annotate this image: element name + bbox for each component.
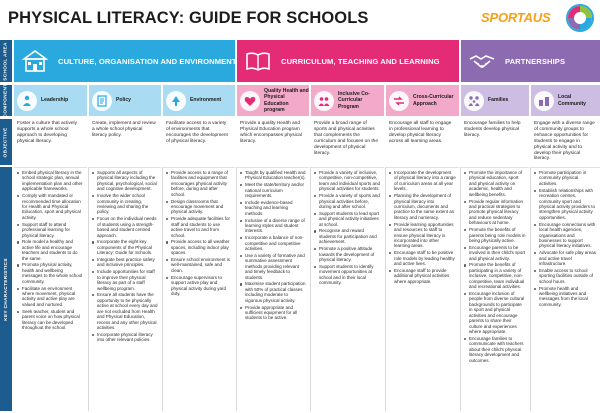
leadership-icon xyxy=(17,91,37,111)
characteristic-item: Include evidence-based teaching and learning methods. xyxy=(240,200,306,216)
focus-label: PARTNERSHIPS xyxy=(505,56,566,66)
characteristic-item: Provide access to a range of facilities and equipment that encourages physical activity before, during and after school. xyxy=(166,170,232,197)
characteristic-item: Encourage parents to be involved in their child's sport and physical activity. xyxy=(464,245,526,261)
characteristic-item: Supports all aspects of physical literacy including the physical, psychological, social and cognitive development. xyxy=(92,170,158,192)
characteristic-item: Incorporate a balance of non-competitive and competitive activities. xyxy=(240,235,306,251)
component-environment: Environment xyxy=(163,85,235,116)
characteristic-item: Provide a variety of inclusive, competitive, non-competitive, team and individual sports and physical activities for students. xyxy=(314,170,381,192)
characteristic-item: Enable access to school sporting facilities outside of school hours. xyxy=(534,268,597,284)
objective-families: Encourage families to help students develop physical literacy. xyxy=(461,119,529,165)
column-divider xyxy=(530,167,531,411)
row-label-key-characteristics: KEY CHARACTERISTICS xyxy=(0,167,12,411)
component-quality-hpe-program: Quality Health and Physical Education program xyxy=(237,85,309,116)
component-local-community: Local Community xyxy=(531,85,600,116)
row-label-objective: OBJECTIVE xyxy=(0,119,12,165)
characteristic-item: Provide adequate facilities for staff and students to use active travel to and from school. xyxy=(166,216,232,238)
sportaus-logo: SPORTAUS xyxy=(481,10,551,25)
characteristic-item: Support students to lead sport and physical activity initiatives at school. xyxy=(314,211,381,227)
characteristic-item: Use a variety of formative and summative assessment methods providing relevant and timely feedback to students. xyxy=(240,253,306,280)
characteristic-item: Comply with mandated or recommended time allocation for Health and Physical Education, sport and physical activity. xyxy=(17,193,84,220)
characteristic-item: Ensure all students have the opportunity to be physically active at school every day and are not excluded from Health and Physical Education, recess and any other physical activities. xyxy=(92,292,158,330)
characteristic-item: Incorporate the eight key components of the Physical Literacy: Guide for Schools. xyxy=(92,239,158,255)
page-title: PHYSICAL LITERACY: GUIDE FOR SCHOOLS xyxy=(8,9,369,27)
characteristic-item: Encourage staff to provide additional physical activities where appropriate. xyxy=(389,268,456,284)
characteristic-item: Provide a variety of sports and physical activities before, during and after school. xyxy=(314,193,381,209)
component-families: Families xyxy=(461,85,529,116)
row-label-component: COMPONENT xyxy=(0,85,12,116)
characteristic-item: Promote health and wellbeing initiatives and messages from the local community. xyxy=(534,286,597,308)
characteristic-item: Taught by qualified Health and Physical Education teacher(s). xyxy=(240,170,306,181)
characteristic-item: Recognise and reward students for participation and achievement. xyxy=(314,228,381,244)
characteristics-environment xyxy=(163,167,235,411)
book-icon xyxy=(243,46,273,76)
characteristic-item: Include opportunities for staff to improve their physical literacy as part of a staff wellbeing program. xyxy=(92,269,158,291)
health-icon xyxy=(240,91,260,111)
community-icon xyxy=(534,91,554,111)
column-divider xyxy=(162,167,163,411)
characteristic-item: Encourage families to communicate with teachers about their child's physical literacy development and outcomes. xyxy=(464,336,526,363)
characteristic-item: Provide appropriate and sufficient equipment for all students to be active. xyxy=(240,305,306,321)
characteristic-item: Integrate best practice safety and inclusive principles. xyxy=(92,257,158,268)
characteristic-item: Design classrooms that encourage movement and physical activity. xyxy=(166,199,232,215)
characteristics-local-community xyxy=(531,167,600,411)
characteristic-item: Promote physical activity, health and wellbeing messages to the whole school community. xyxy=(17,262,84,284)
environment-icon xyxy=(166,91,186,111)
characteristic-item: Establish relationships with recreation centres, community sport and physical activity providers to strengthen physical activity opportunities. xyxy=(534,188,597,221)
characteristic-item: Provide access to all weather spaces, including indoor play spaces. xyxy=(166,239,232,255)
characteristic-item: Provide regular information and practical strategies to promote physical literacy and reduce sedentary behaviours at home. xyxy=(464,199,526,226)
characteristic-item: Role model a healthy and active life and encourage teachers and students to do the same. xyxy=(17,239,84,261)
families-icon xyxy=(464,91,484,111)
column-divider xyxy=(385,167,386,411)
inclusive-icon xyxy=(314,91,334,111)
handshake-icon xyxy=(467,46,497,76)
characteristic-item: Promote a positive attitude towards the development of physical literacy. xyxy=(314,246,381,262)
column-divider xyxy=(236,167,237,411)
characteristic-item: Incorporate the development of physical literacy into a range of curriculum areas at all year levels. xyxy=(389,170,456,192)
characteristic-item: Inclusive of a diverse range of learning styles and student interests. xyxy=(240,218,306,234)
characteristic-item: Advocate for safe play areas and active travel infrastructure. xyxy=(534,250,597,266)
objective-leadership: Foster a culture that actively supports a whole school approach to developing physical literacy. xyxy=(14,119,87,165)
objective-cross-curricular: Encourage all staff to engage in professional learning to develop physical literacy across all learning areas. xyxy=(386,119,459,165)
objective-environment: Facilitate access to a variety of environments that encourages the development of physical literacy. xyxy=(163,119,235,165)
characteristic-item: Encourage supervisors to support active play and physical activity during yard duty. xyxy=(166,275,232,297)
component-policy: Policy xyxy=(89,85,161,116)
characteristic-item: Involve the wider school community in creating, reviewing and sharing the policy. xyxy=(92,193,158,215)
column-divider xyxy=(310,167,311,411)
characteristic-item: Support staff to attend professional learning for physical literacy. xyxy=(17,222,84,238)
focus-curriculum-teaching-learning xyxy=(237,40,459,82)
focus-culture-organisation-environment xyxy=(14,40,235,82)
characteristic-item: Embed physical literacy in the school strategic plan, annual implementation plan and other applicable frameworks. xyxy=(17,170,84,192)
characteristics-quality-hpe-program xyxy=(237,167,309,411)
characteristic-item: Focus on the individual needs of students using a strength-based and student centred approach. xyxy=(92,216,158,238)
objective-inclusive-co-curricular: Provide a broad range of sports and physical activities that complements the curriculum and focuses on the development of physical literacy. xyxy=(311,119,384,165)
characteristic-item: Incorporate physical literacy into other relevant policies. xyxy=(92,332,158,343)
characteristic-item: Promote participation in community physical activities. xyxy=(534,170,597,186)
characteristic-item: Promote the importance of physical education, sport and physical activity on academic, health and wellbeing benefits. xyxy=(464,170,526,197)
physical-literacy-emblem-icon xyxy=(566,4,594,32)
characteristic-item: Encourage inclusion of people from diverse cultural backgrounds to participate in sport and physical activities and encourage parents to share their culture and experiences where appropriate. xyxy=(464,291,526,335)
component-cross-curricular: Cross-Curricular Approach xyxy=(386,85,459,116)
objective-local-community: Engage with a diverse range of community groups to enhance opportunities for students to engage in physical activity and to develop their physical literacy. xyxy=(531,119,600,165)
characteristic-item: Encourage staff to be positive role models by leading healthy and active lives. xyxy=(389,250,456,266)
row-label-school-area: SCHOOL AREA xyxy=(0,40,12,82)
characteristic-item: Support students to identify movement opportunities at school and in their local community. xyxy=(314,264,381,286)
characteristic-item: Promote the benefits of parents being role models in being physically active. xyxy=(464,227,526,243)
focus-label: CURRICULUM, TEACHING AND LEARNING xyxy=(281,56,440,66)
characteristic-item: Planning the development of physical literacy into curriculum, documents and practice to the same extent as literacy and numeracy. xyxy=(389,193,456,220)
characteristics-leadership xyxy=(14,167,87,411)
policy-document-icon xyxy=(92,91,112,111)
objective-policy: Create, implement and review a whole school physical literacy policy. xyxy=(89,119,161,165)
characteristics-families xyxy=(461,167,529,411)
characteristic-item: Seek teacher, student and parent voice on how physical literacy can be developed throughout the school. xyxy=(17,309,84,331)
characteristics-inclusive-co-curricular xyxy=(311,167,384,411)
characteristic-item: Provide learning opportunities and resources to staff to ensure physical literacy is incorporated into other learning areas. xyxy=(389,222,456,249)
characteristic-item: Ensure school environment is well-maintained, safe and clean. xyxy=(166,257,232,273)
characteristics-policy xyxy=(89,167,161,411)
page-header xyxy=(0,0,600,38)
characteristic-item: Facilitate an environment where movement, physical activity and active play are valued and nurtured. xyxy=(17,286,84,308)
focus-partnerships xyxy=(461,40,600,82)
objective-quality-hpe-program: Provide a quality Health and Physical Education program which encompasses physical literacy. xyxy=(237,119,309,165)
characteristic-item: Meet the state/territory and/or national curriculum requirements. xyxy=(240,182,306,198)
characteristic-item: Maximise student participation with 50% of practical classes including moderate to vigorous physical activity. xyxy=(240,281,306,303)
characteristics-cross-curricular xyxy=(386,167,459,411)
characteristic-item: Encourage connections with local health agencies, organisations and businesses to support physical literacy initiatives. xyxy=(534,222,597,249)
column-divider xyxy=(460,167,461,411)
characteristic-item: Promote the benefits of participating in a variety of inclusive, competitive, non-competitive, team individual and recreational activities. xyxy=(464,262,526,289)
component-inclusive-co-curricular: Inclusive Co-Curricular Program xyxy=(311,85,384,116)
school-building-icon xyxy=(20,46,50,76)
component-leadership: Leadership xyxy=(14,85,87,116)
cross-curricular-icon xyxy=(389,91,409,111)
column-divider xyxy=(88,167,89,411)
focus-label: CULTURE, ORGANISATION AND ENVIRONMENT xyxy=(58,56,237,66)
